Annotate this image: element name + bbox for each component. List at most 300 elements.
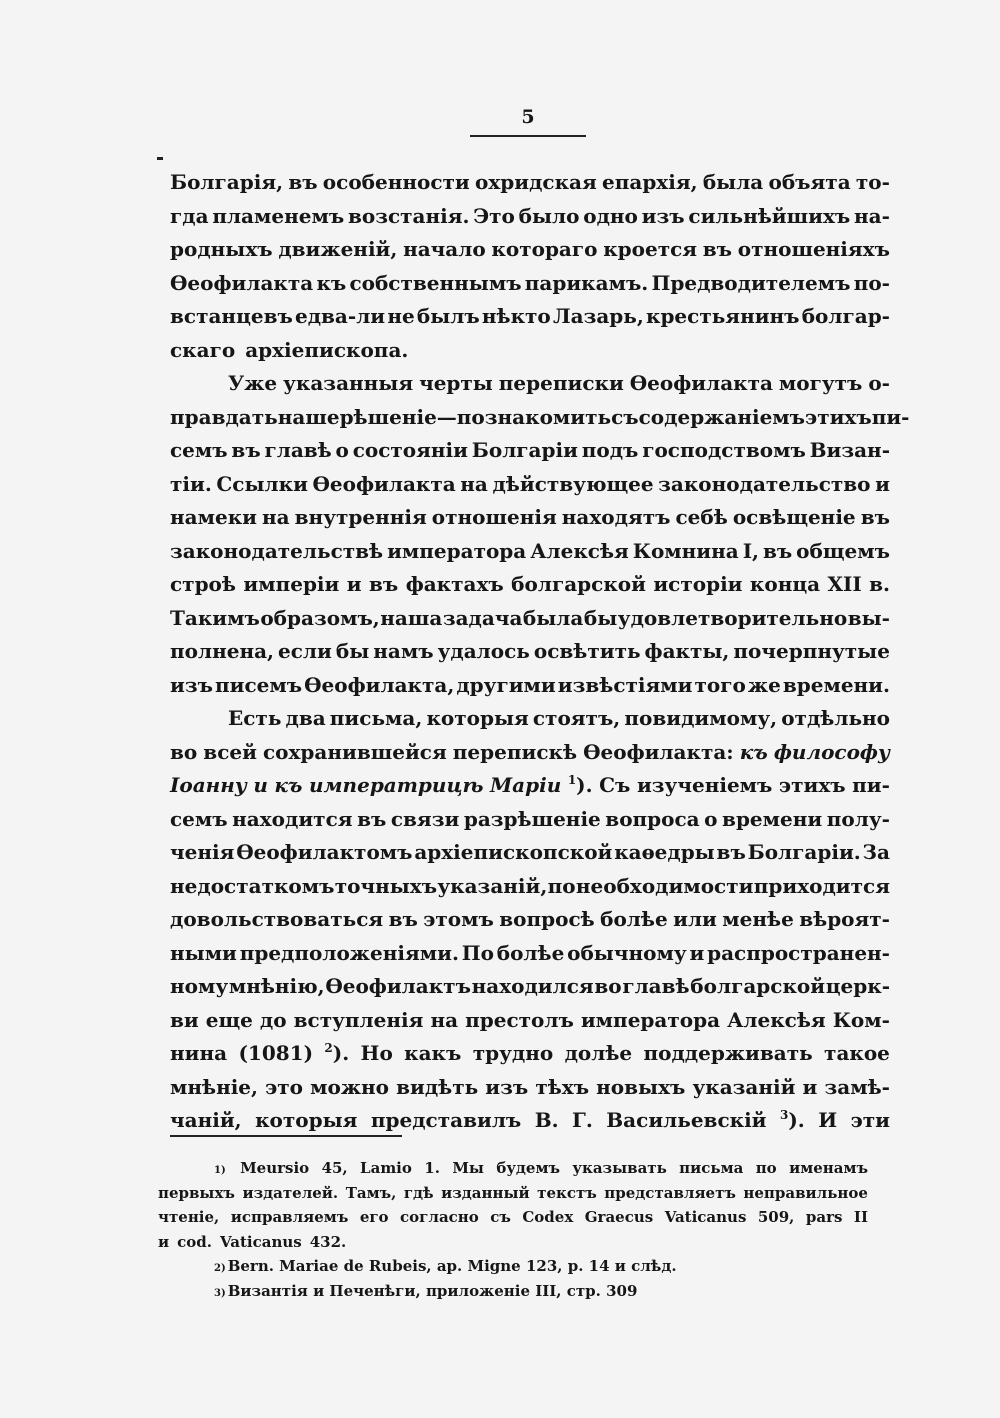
word: которыя <box>426 706 529 730</box>
text-line <box>170 702 890 736</box>
word: болѣе <box>496 940 565 965</box>
word: удовлетворительно <box>617 605 848 630</box>
word: въ <box>231 438 261 462</box>
word: крестьянинъ <box>646 304 800 328</box>
word: общемъ <box>796 538 890 563</box>
word: рѣшеніе—познакомить <box>339 404 612 429</box>
word: господствомъ <box>642 438 806 462</box>
page-number-rule <box>470 135 586 137</box>
word: же <box>747 672 781 697</box>
word: I, <box>742 538 760 563</box>
word: По <box>461 940 494 965</box>
word: замѣ- <box>824 1074 890 1099</box>
word: изученіемъ <box>636 773 773 797</box>
word: перепискѣ <box>452 739 578 764</box>
word: задача <box>442 605 523 630</box>
word: освѣтить <box>533 639 641 663</box>
word: была <box>522 605 584 630</box>
word: указанныя <box>283 371 414 395</box>
word: в. <box>869 572 890 596</box>
text-line <box>170 300 890 334</box>
footnote-1-line <box>158 1230 868 1255</box>
text-line <box>170 903 890 937</box>
word: ви <box>170 1007 199 1032</box>
word: Г. <box>572 1108 593 1132</box>
text-line <box>170 836 890 870</box>
word: такое <box>824 1041 890 1065</box>
word: извѣстіями <box>557 672 693 697</box>
word: Ѳеофилакта, <box>304 672 455 697</box>
word: Ѳеофилактъ <box>325 974 471 998</box>
word: встанцевъ <box>170 304 293 328</box>
word: почерпнутые <box>733 639 890 663</box>
word: въ <box>716 840 746 864</box>
word: 3). <box>779 1108 805 1132</box>
footnote-word: неправильное <box>743 1183 868 1202</box>
word: была <box>702 170 764 194</box>
footnote-word: 432. <box>309 1232 347 1251</box>
text-line <box>170 736 890 770</box>
word: Болгаріи. <box>747 840 861 864</box>
word: точныхъ <box>334 873 438 898</box>
footnote-1-line <box>158 1205 868 1230</box>
text-line <box>170 635 890 669</box>
footnote-word: pars <box>805 1208 843 1227</box>
text-line <box>170 1004 890 1038</box>
footnote-word: Тамъ, <box>345 1183 397 1202</box>
word: вопроса <box>605 806 700 831</box>
word: письма, <box>329 706 423 730</box>
footnote-word: первыхъ <box>158 1183 235 1202</box>
word: императора <box>387 538 527 563</box>
word: отдѣльно <box>781 706 890 730</box>
word: главѣ <box>264 438 332 462</box>
word: указаній <box>692 1074 796 1099</box>
text-line <box>170 803 890 837</box>
word: возстанія. <box>347 203 470 228</box>
word: 1). <box>567 773 593 797</box>
word: и <box>689 940 705 965</box>
word: нина <box>170 1041 228 1065</box>
text-line <box>170 568 890 602</box>
word: въ <box>357 806 387 831</box>
word: какъ <box>404 1041 462 1065</box>
word: во <box>170 739 198 764</box>
word: внутреннія <box>294 505 427 529</box>
footnotes <box>158 1156 868 1304</box>
word: находятъ <box>561 505 671 529</box>
word: подъ <box>581 438 639 462</box>
word: правдать <box>170 404 278 429</box>
word: и <box>875 471 890 496</box>
word: полу- <box>826 806 890 831</box>
word: ченія <box>170 840 235 864</box>
word: парикамъ. <box>524 270 649 295</box>
word: Уже <box>228 371 278 395</box>
word: изъ <box>170 672 213 697</box>
word: болгарской <box>511 572 646 596</box>
word: довольствоваться <box>170 907 384 931</box>
word: В. <box>534 1108 559 1132</box>
word: мнѣнію, <box>228 974 325 998</box>
footnote-word: издателей. <box>242 1183 339 1202</box>
text-line <box>170 233 890 267</box>
word: И <box>818 1108 838 1132</box>
word: объята <box>768 170 851 194</box>
word: отношенія <box>431 505 557 529</box>
footnote-word: и <box>158 1232 170 1251</box>
word: котораго <box>491 237 598 261</box>
word: полнена, <box>170 639 275 663</box>
footnote-word: Lamio <box>360 1159 412 1177</box>
word: церк- <box>825 974 890 998</box>
word: Алексѣя <box>530 538 629 563</box>
footnote-word: Vaticanus <box>220 1232 302 1251</box>
text-line <box>170 970 890 1004</box>
word: Алексѣя <box>727 1007 826 1032</box>
word: болѣе <box>600 907 668 931</box>
word: о- <box>868 371 890 395</box>
word: каѳедры <box>614 840 715 864</box>
word: на <box>460 471 488 496</box>
word: было <box>518 203 580 228</box>
word: вступленія <box>293 1007 424 1032</box>
text-line <box>170 401 910 435</box>
text-line <box>170 501 890 535</box>
word: законодательство <box>658 471 871 496</box>
word: и <box>253 773 268 797</box>
word: къ <box>316 270 347 295</box>
text-line <box>170 200 890 234</box>
word: архіепископа. <box>245 337 409 362</box>
word: находится <box>232 806 353 831</box>
word: времени. <box>782 672 890 697</box>
word: и <box>346 572 362 596</box>
word: мнѣніе, <box>170 1074 258 1099</box>
word: сохранившейся <box>262 739 447 764</box>
word: черты <box>419 371 493 395</box>
word: видѣть <box>396 1074 479 1099</box>
word: долѣе <box>564 1041 633 1065</box>
footnote-word: 45, <box>321 1159 348 1177</box>
word: пламенемъ <box>212 203 345 228</box>
word: этихъ <box>805 404 872 429</box>
word: повидимому, <box>624 706 778 730</box>
word: или <box>673 907 717 931</box>
text-line <box>170 267 890 301</box>
word: переписки <box>498 371 624 395</box>
word: наше <box>277 404 340 429</box>
word: стоятъ, <box>532 706 621 730</box>
word: семъ <box>170 806 228 831</box>
word: два <box>285 706 326 730</box>
word: Предводителемъ <box>651 270 851 295</box>
word: которыя <box>255 1108 358 1132</box>
word: движеній, <box>278 237 398 261</box>
word: связи <box>390 806 460 831</box>
footnote-word: указывать <box>572 1159 667 1177</box>
word: семъ <box>170 438 228 462</box>
word: архіепископской <box>414 840 613 864</box>
word: Болгарія, <box>170 170 284 194</box>
word: изъ <box>485 1074 529 1099</box>
word: новыхъ <box>596 1074 686 1099</box>
word: законодательствѣ <box>170 538 384 563</box>
word: факты, <box>644 639 730 663</box>
word: фактахъ <box>405 572 504 596</box>
word: на <box>262 505 290 529</box>
footnote-text: Византія и Печенѣги, приложеніе III, стр. 309 <box>227 1281 638 1300</box>
word: времени <box>722 806 823 831</box>
footnote-word: Codex <box>522 1208 574 1227</box>
word: нѣкто <box>481 304 551 328</box>
word: собственнымъ <box>349 270 522 295</box>
word: тіи. <box>170 471 212 496</box>
word: не <box>387 304 415 328</box>
word: Ком- <box>832 1007 890 1032</box>
text-line <box>170 535 890 569</box>
word: всей <box>203 739 257 764</box>
word: родныхъ <box>170 237 273 261</box>
word: дѣйствующее <box>492 471 654 496</box>
footnote-1-line: 1) Meursio 45, Lamio 1. Мы будемъ указывать письма по именамъ <box>158 1156 868 1181</box>
word: Ѳеофилакта <box>170 270 314 295</box>
word: исторіи <box>653 572 743 596</box>
text-line <box>170 937 890 971</box>
word: отношеніяхъ <box>737 237 890 261</box>
word: Но <box>360 1041 393 1065</box>
word: пи- <box>852 773 890 797</box>
word: сильнѣйшихъ <box>688 203 851 228</box>
word: представилъ <box>370 1108 522 1132</box>
footnote-word: исправляемъ <box>230 1208 349 1227</box>
word: Васильевскій <box>606 1108 767 1132</box>
word: бы <box>335 639 370 663</box>
word: на <box>430 1007 459 1032</box>
word: писемъ <box>214 672 303 697</box>
word: могутъ <box>778 371 863 395</box>
word: Болгаріи <box>471 438 578 462</box>
word: другими <box>456 672 556 697</box>
footnote-3: 3) Византія и Печенѣги, приложеніе III, стр. 309 <box>158 1279 868 1304</box>
body-text <box>170 166 910 1138</box>
word: Такимъ <box>170 605 260 630</box>
word: менѣе <box>722 907 794 931</box>
footnote-1-line <box>158 1181 868 1206</box>
word: находился <box>471 974 594 998</box>
word: къ <box>739 739 768 764</box>
word: Ѳеофилакта <box>312 471 456 496</box>
footnote-word: согласно <box>400 1208 479 1227</box>
word: въ <box>762 538 793 563</box>
word: на- <box>853 203 890 228</box>
word: одно <box>583 203 638 228</box>
word: былъ <box>416 304 480 328</box>
footnote-word: представляетъ <box>604 1183 736 1202</box>
word: трудно <box>472 1041 554 1065</box>
word: (1081) <box>238 1041 314 1065</box>
word: конца <box>749 572 821 596</box>
word: можно <box>310 1074 389 1099</box>
text-line <box>170 870 890 904</box>
word: изъ <box>641 203 685 228</box>
word: обычному <box>567 940 687 965</box>
footnote-word: будемъ <box>496 1159 561 1177</box>
word: 2). <box>324 1041 350 1065</box>
word: вы- <box>847 605 890 630</box>
word: скаго <box>170 337 236 362</box>
word: вопросѣ <box>499 907 595 931</box>
word: Ѳеофилактомъ <box>236 840 413 864</box>
text-line <box>170 769 890 803</box>
text-line <box>170 367 890 401</box>
word: того <box>694 672 746 697</box>
word: этомъ <box>423 907 494 931</box>
word: За <box>862 840 890 864</box>
word: особенности <box>322 170 470 194</box>
word: недостаткомъ <box>170 873 335 898</box>
word: главѣ <box>622 974 690 998</box>
footnote-word: именамъ <box>789 1159 868 1177</box>
word: приходится <box>753 873 890 898</box>
word: Ѳеофилакта: <box>583 739 734 764</box>
word: распространен- <box>707 940 890 965</box>
word: освѣщеніе <box>732 505 856 529</box>
footnote-text: Bern. Mariae de Rubeis, ap. Migne 123, p. 14 и слѣд. <box>227 1257 677 1276</box>
footnote-2: 2) Bern. Mariae de Rubeis, ap. Migne 123, p. 14 и слѣд. <box>158 1254 868 1279</box>
word: строѣ <box>170 572 236 596</box>
word: болгарской <box>690 974 826 998</box>
word: Маріи <box>490 773 562 797</box>
word: разрѣшеніе <box>463 806 601 831</box>
footnote-word: по <box>755 1159 777 1177</box>
word: Комнина <box>632 538 739 563</box>
word: чаній, <box>170 1108 242 1132</box>
word: престолъ <box>465 1007 574 1032</box>
word: болгар- <box>801 304 890 328</box>
word: то- <box>855 170 890 194</box>
footnote-word: cod. <box>177 1232 212 1251</box>
word: къ <box>274 773 303 797</box>
word: въ <box>702 237 733 261</box>
footnote-word: II <box>853 1208 868 1227</box>
word: намеки <box>170 505 257 529</box>
word: этихъ <box>778 773 846 797</box>
word: едва-ли <box>294 304 386 328</box>
word: указаній, <box>437 873 548 898</box>
word: императора <box>580 1007 721 1032</box>
text-line <box>170 1037 890 1071</box>
footnote-rule <box>170 1135 402 1137</box>
footnote-word: Graecus <box>584 1208 654 1227</box>
word: пи- <box>871 404 910 429</box>
word: Ѳеофилакта <box>629 371 773 395</box>
text-line <box>170 468 890 502</box>
word: въ <box>860 505 890 529</box>
text-line <box>170 602 890 636</box>
word: философу <box>773 739 890 764</box>
word: если <box>278 639 332 663</box>
footnote-word: 1. <box>424 1159 440 1177</box>
footnote-word: письма <box>679 1159 744 1177</box>
word: о <box>335 438 349 462</box>
word: гда <box>170 203 209 228</box>
word: съ <box>611 404 639 429</box>
word: Ссылки <box>216 471 308 496</box>
word: кроется <box>603 237 698 261</box>
word: въ <box>388 907 418 931</box>
word: наша <box>380 605 443 630</box>
word: себѣ <box>675 505 728 529</box>
word: Визан- <box>809 438 890 462</box>
word: Есть <box>228 706 282 730</box>
footnote-word: съ <box>490 1208 511 1227</box>
margin-mark <box>157 157 163 160</box>
text-line <box>170 1104 890 1138</box>
word: имперіи <box>243 572 340 596</box>
word: намъ <box>373 639 434 663</box>
footnote-word: Meursio <box>240 1159 310 1177</box>
word: Іоанну <box>170 773 247 797</box>
word: образомъ, <box>260 605 380 630</box>
word: о <box>704 806 718 831</box>
word: тѣхъ <box>535 1074 590 1099</box>
word: въ <box>288 170 318 194</box>
text-line <box>170 434 890 468</box>
word: необходимости <box>575 873 754 898</box>
text-line <box>170 334 890 368</box>
word: начало <box>403 237 486 261</box>
word: и <box>802 1074 818 1099</box>
word: Это <box>473 203 515 228</box>
page-number: 5 <box>521 106 535 128</box>
word: поддерживать <box>643 1041 813 1065</box>
word: въ <box>369 572 399 596</box>
footnote-word: 509, <box>757 1208 795 1227</box>
word: предположеніями. <box>239 940 459 965</box>
footnote-word: Мы <box>452 1159 484 1177</box>
footnote-word: изданный <box>441 1183 530 1202</box>
footnote-word: гдѣ <box>403 1183 434 1202</box>
text-line <box>170 166 890 200</box>
word: по- <box>853 270 890 295</box>
word: XII <box>827 572 862 596</box>
word: императрицѣ <box>309 773 484 797</box>
word: Съ <box>599 773 631 797</box>
word: удалось <box>437 639 530 663</box>
word: вѣроят- <box>799 907 890 931</box>
footnote-word: чтеніе, <box>158 1208 220 1227</box>
word: ными <box>170 940 237 965</box>
word: эти <box>850 1108 890 1132</box>
text-line <box>170 1071 890 1105</box>
word: охридская <box>474 170 597 194</box>
footnote-word: его <box>359 1208 389 1227</box>
word: Лазарь, <box>552 304 644 328</box>
word: еще <box>205 1007 253 1032</box>
word: до <box>259 1007 287 1032</box>
word: по <box>547 873 576 898</box>
word: во <box>594 974 622 998</box>
footnote-word: текстъ <box>537 1183 597 1202</box>
word: содержаніемъ <box>638 404 806 429</box>
word: состояніи <box>352 438 468 462</box>
text-line <box>170 669 890 703</box>
footnote-word: Vaticanus <box>664 1208 747 1227</box>
word: бы <box>583 605 618 630</box>
word: ному <box>170 974 229 998</box>
word: епархія, <box>602 170 698 194</box>
